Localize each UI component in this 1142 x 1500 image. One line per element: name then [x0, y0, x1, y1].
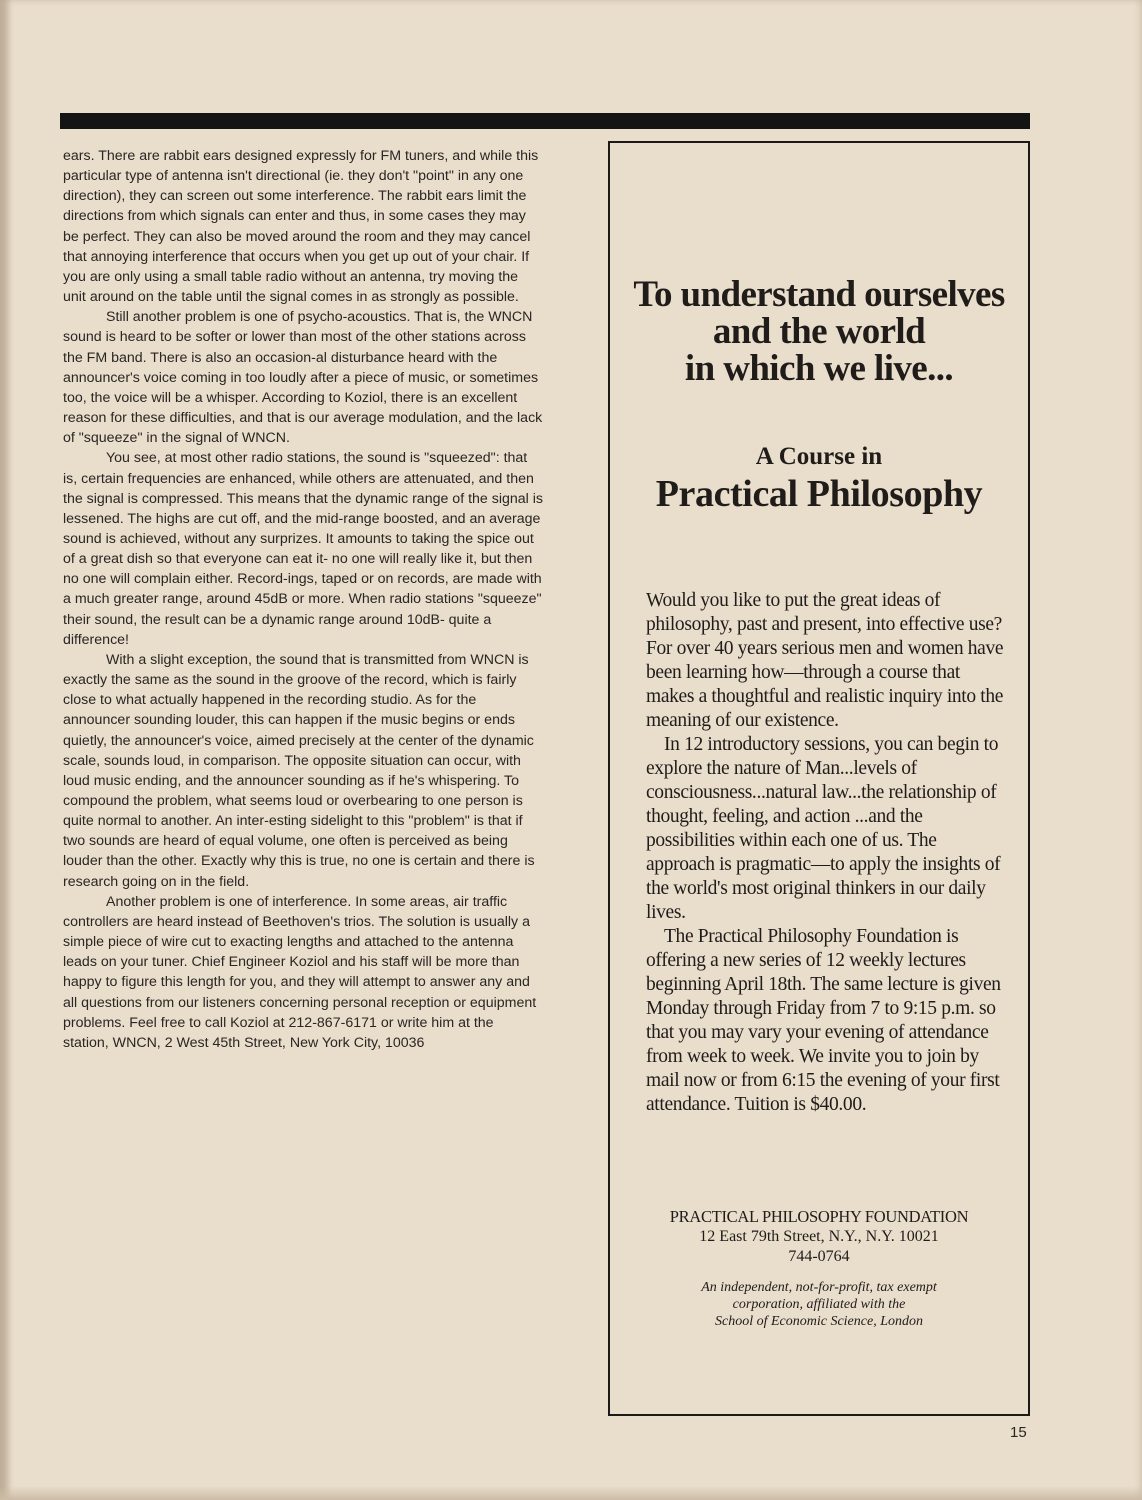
ad-course-line: A Course in: [755, 443, 883, 470]
ad-body: [646, 589, 1006, 1117]
ad-foundation-contact: [610, 1207, 1028, 1267]
article-paragraph-3: You see, at most other radio stations, the sound is "squeezed": that is, certain frequencies are enhanced, while others are attenuated, and then the signal is compressed. This means that the dynamic range of the signal is lessened. The highs are cut off, and the mid-range boosted, and an average sound is achieved, without any surprizes. It amounts to taking the spice out of a great dish so that everyone can eat it- no one will really like it, but then no one will complain either. Record-ings, taped or on records, are made with a much greater range, around 45dB or more. When radio stations "squeeze" their sound, the result can be a dynamic range around 10dB- quite a difference!: [63, 450, 543, 648]
article-column: [63, 146, 543, 1053]
ad-course-title: Practical Philosophy: [655, 473, 983, 515]
article-paragraph-2: Still another problem is one of psycho-acoustics. That is, the WNCN sound is heard to be softer or lower than most of the other stations across the FM band. There is also an occasion-al disturbance heard with the announcer's voice coming in too loudly after a piece of music, or sometimes too, the voice will be a whisper. According to Koziol, there is an excellent reason for these difficulties, and that is our average modulation, and the lack of "squeeze" in the signal of WNCN.: [63, 309, 543, 447]
ad-phone: 744-0764: [788, 1248, 850, 1265]
page-number: 15: [1010, 1424, 1027, 1441]
ad-note-line-1: An independent, not-for-profit, tax exempt: [701, 1280, 937, 1295]
ad-affiliation-note: [610, 1279, 1028, 1330]
top-rule-bar: [60, 113, 1030, 129]
article-paragraph-1: ears. There are rabbit ears designed expressly for FM tuners, and while this particular type of antenna isn't directional (ie. they don't "point" in any one direction), they can screen out some interference. The rabbit ears limit the directions from which signals can enter and thus, in some cases they may be perfect. They can also be moved around the room and they may cancel that annoying interference that occurs when you get up out of your chair. If you are only using a small table radio without an antenna, try moving the unit around on the table until the signal comes in as strongly as possible.: [63, 148, 539, 306]
ad-headline: [610, 276, 1028, 387]
ad-course-heading: [610, 441, 1028, 515]
ad-body-paragraph-3: The Practical Philosophy Foundation is offering a new series of 12 weekly lectures beginning April 18th. The same lecture is given Monday through Friday from 7 to 9:15 p.m. so that you may vary your evening of attendance from week to week. We invite you to join by mail now or from 6:15 the evening of your first attendance. Tuition is $40.00.: [646, 926, 1001, 1115]
ad-headline-line-3: in which we live...: [684, 348, 954, 389]
article-paragraph-4: With a slight exception, the sound that is transmitted from WNCN is exactly the same as the sound in the groove of the record, which is fairly close to what actually happened in the recording studio. As for the announcer sounding louder, this can happen if the music begins or ends quietly, the announcer's voice, aimed precisely at the center of the dynamic scale, sounds loud, in comparison. The opposite situation can occur, with loud music ending, and the announcer sounding as if he's whispering. To compound the problem, what seems loud or overbearing to one person is quite normal to another. An inter-esting sidelight to this "problem" is that if two sounds are heard of equal volume, one often is perceived as being louder than the other. Exactly why this is true, no one is certain and there is research going on in the field.: [63, 651, 535, 890]
ad-headline-line-1: To understand ourselves: [633, 274, 1005, 315]
spine-shadow: [0, 0, 12, 1500]
ad-body-paragraph-2: In 12 introductory sessions, you can begin to explore the nature of Man...levels of consciousness...natural law...the relationship of thought, feeling, and action ...and the possibilities within each one of us. The approach is pragmatic—to apply the insights of the world's most original thinkers in our daily lives.: [646, 734, 1001, 923]
ad-note-line-3: School of Economic Science, London: [714, 1314, 923, 1329]
ad-headline-line-2: and the world: [712, 311, 926, 352]
ad-address: 12 East 79th Street, N.Y., N.Y. 10021: [699, 1228, 939, 1245]
ad-note-line-2: corporation, affiliated with the: [732, 1297, 906, 1312]
ad-foundation-name: PRACTICAL PHILOSOPHY FOUNDATION: [669, 1207, 969, 1226]
article-paragraph-5: Another problem is one of interference. In some areas, air traffic controllers are heard instead of Beethoven's trios. The solution is usually a simple piece of wire cut to exacting lengths and attached to the antenna leads on your tuner. Chief Engineer Koziol and his staff will be more than happy to figure this length for you, and they will attempt to answer any and all questions from our listeners concerning personal reception or equipment problems. Feel free to call Koziol at 212-867-6171 or write him at the station, WNCN, 2 West 45th Street, New York City, 10036: [63, 893, 537, 1051]
ad-body-paragraph-1: Would you like to put the great ideas of philosophy, past and present, into effective use? For over 40 years serious men and women have been learning how—through a course that makes a thoughtful and realistic inquiry into the meaning of our existence.: [646, 590, 1004, 731]
advertisement-box: [608, 141, 1030, 1416]
page-bottom-edge: [0, 1486, 1142, 1500]
